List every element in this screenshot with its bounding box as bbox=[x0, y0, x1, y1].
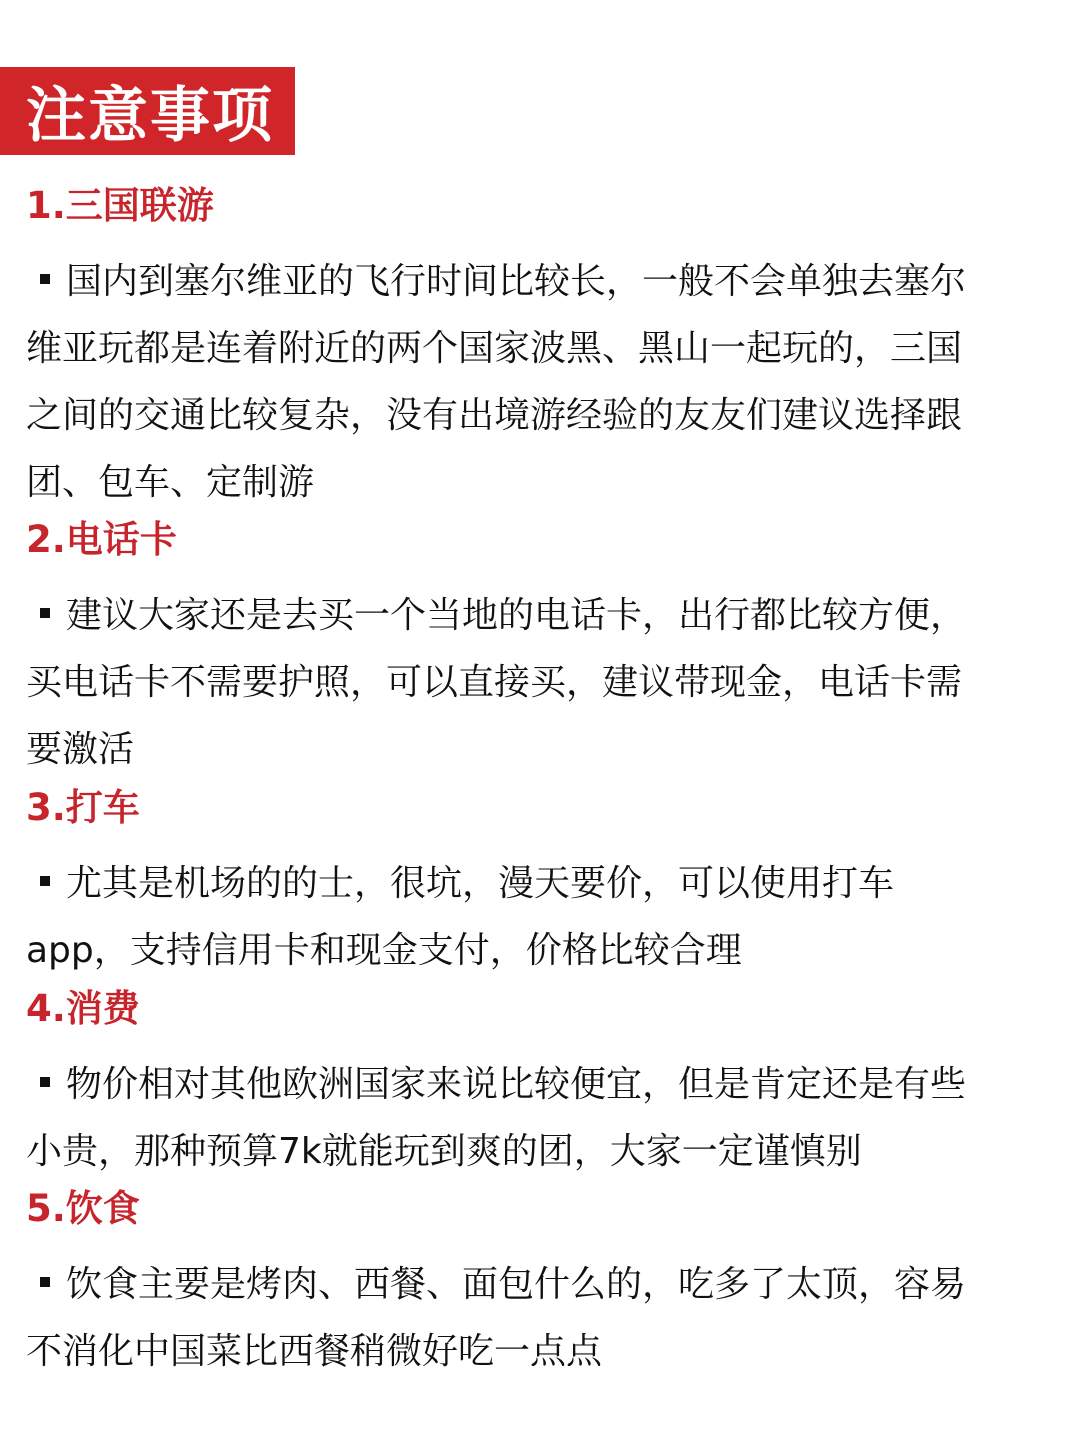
body-line: app，支持信用卡和现金支付，价格比较合理 bbox=[26, 930, 742, 971]
bullet-icon bbox=[40, 608, 50, 618]
title-banner bbox=[0, 67, 295, 155]
section-heading: 1.三国联游 bbox=[26, 184, 214, 227]
bullet-icon bbox=[40, 876, 50, 886]
section-body bbox=[26, 582, 1056, 783]
section-heading: 2.电话卡 bbox=[26, 518, 177, 561]
bullet-icon bbox=[40, 1277, 50, 1287]
section-three-country-tour bbox=[26, 182, 1056, 516]
body-line bbox=[26, 850, 1056, 917]
body-line: 维亚玩都是连着附近的两个国家波黑、黑山一起玩的，三国 bbox=[26, 328, 963, 369]
section-body bbox=[26, 1251, 1056, 1385]
section-body bbox=[26, 1051, 1056, 1185]
section-spending bbox=[26, 985, 1056, 1185]
body-line: 不消化中国菜比西餐稍微好吃一点点 bbox=[26, 1331, 603, 1372]
body-line bbox=[26, 1251, 1056, 1318]
body-line: 小贵，那种预算7k就能玩到爽的团，大家一定谨慎别 bbox=[26, 1131, 862, 1172]
body-text: 国内到塞尔维亚的飞行时间比较长，一般不会单独去塞尔 bbox=[66, 261, 967, 302]
section-food bbox=[26, 1185, 1056, 1385]
section-heading: 4.消费 bbox=[26, 987, 140, 1030]
section-heading: 3.打车 bbox=[26, 786, 140, 829]
body-line bbox=[26, 582, 1056, 649]
body-text: 建议大家还是去买一个当地的电话卡，出行都比较方便， bbox=[66, 595, 967, 636]
body-line: 之间的交通比较复杂，没有出境游经验的友友们建议选择跟 bbox=[26, 395, 963, 436]
body-line: 买电话卡不需要护照，可以直接买，建议带现金，电话卡需 bbox=[26, 662, 963, 703]
body-line bbox=[26, 1051, 1056, 1118]
bullet-icon bbox=[40, 274, 50, 284]
section-body bbox=[26, 248, 1056, 516]
body-text: 物价相对其他欧洲国家来说比较便宜，但是肯定还是有些 bbox=[66, 1064, 967, 1105]
body-line: 要激活 bbox=[26, 729, 135, 770]
section-taxi bbox=[26, 784, 1056, 984]
body-line bbox=[26, 248, 1056, 315]
section-body bbox=[26, 850, 1056, 984]
page-title: 注意事项 bbox=[26, 81, 274, 151]
section-sim-card bbox=[26, 516, 1056, 783]
bullet-icon bbox=[40, 1077, 50, 1087]
body-line: 团、包车、定制游 bbox=[26, 462, 315, 503]
body-text: 尤其是机场的的士，很坑，漫天要价，可以使用打车 bbox=[66, 863, 895, 904]
section-heading: 5.饮食 bbox=[26, 1187, 140, 1230]
body-text: 饮食主要是烤肉、西餐、面包什么的，吃多了太顶，容易 bbox=[66, 1264, 967, 1305]
